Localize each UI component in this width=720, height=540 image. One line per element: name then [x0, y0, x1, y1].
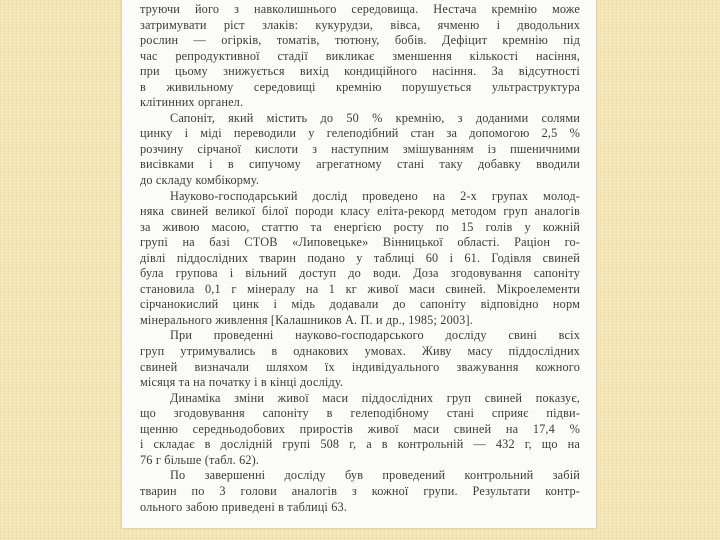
- text-line: Сапоніт, який містить до 50 % кремнію, з доданими солями: [170, 110, 580, 125]
- text-line: розчину сірчаної кислоти з наступним змішуванням із пшеничними: [140, 141, 580, 156]
- text-line: При проведенні науково-господарського досліду свині всіх: [170, 328, 580, 343]
- text-line: груп утримувались в однакових умовах. Живу масу піддослідних: [140, 344, 580, 359]
- text-line: групі на базі СТОВ «Липовецьке» Вінницької області. Раціон го-: [140, 235, 580, 250]
- text-line: Науково-господарський дослід проведено на 2-х групах молод-: [170, 188, 580, 203]
- text-line: По завершенні досліду був проведений контрольний забій: [170, 468, 580, 483]
- text-line: сірчанокислий цинк і мідь додавали до сапоніту відповідно норм: [140, 297, 580, 312]
- body-text: [140, 2, 580, 515]
- text-line: в живильному середовищі кремнію порушується ультраструктура: [140, 79, 580, 94]
- text-line: висівками і в сипучому агрегатному стані таку добавку вводили: [140, 157, 580, 172]
- text-line: що згодовування сапоніту в гелеподібному стані сприяє підви-: [140, 406, 580, 421]
- text-line: тварин по 3 голови аналогів з кожної групи. Результати контр-: [140, 483, 580, 498]
- text-line: ольного забою приведені в таблиці 63.: [140, 499, 348, 514]
- text-line: час репродуктивної стадії викликає зменшення кількості насіння,: [140, 48, 580, 63]
- text-line: свиней визначали шляхом їх індивідуального зважування кожного: [140, 359, 580, 374]
- text-line: клітинних органел.: [140, 95, 244, 110]
- text-line: становила 0,1 г мінералу на 1 кг живої маси свиней. Мікроелементи: [140, 281, 580, 296]
- text-line: до складу комбікорму.: [140, 173, 260, 188]
- text-line: затримувати ріст злаків: кукурудзи, вівса, ячменю і дводольних: [140, 17, 580, 32]
- text-line: мінерального живлення [Калашников А. П. и др., 1985; 2003].: [140, 312, 473, 327]
- text-line: при цьому знижується вихід кондиційного насіння. За відсутності: [140, 64, 580, 79]
- text-line: дівлі піддослідних тварин подано у таблиці 60 і 61. Годівля свиней: [140, 250, 580, 265]
- text-line: Динаміка зміни живої маси піддослідних груп свиней показує,: [170, 390, 580, 405]
- text-line: була групова і вільний доступ до води. Доза згодовування сапоніту: [140, 266, 580, 281]
- text-line: труючи його з навколишнього середовища. Нестача кремнію може: [140, 2, 580, 16]
- text-line: рослин — огірків, томатів, тютюну, бобів. Дефіцит кремнію під: [140, 33, 580, 48]
- text-line: і складає в дослідній групі 508 г, а в контрольній — 432 г, що на: [140, 437, 580, 452]
- text-line: няка свиней великої білої породи класу еліта-рекорд методом груп аналогів: [140, 204, 580, 219]
- text-line: щенню середньодобових приростів живої маси свиней на 17,4 %: [140, 421, 580, 436]
- document-page: [122, 0, 596, 528]
- text-line: місяця та на початку і в кінці досліду.: [140, 375, 344, 390]
- text-line: цинку і міді переводили у гелеподібний стан за допомогою 2,5 %: [140, 126, 580, 141]
- text-line: за живою масою, статтю та енергією росту по 15 голів у кожній: [140, 219, 580, 234]
- text-line: 76 г більше (табл. 62).: [140, 452, 260, 467]
